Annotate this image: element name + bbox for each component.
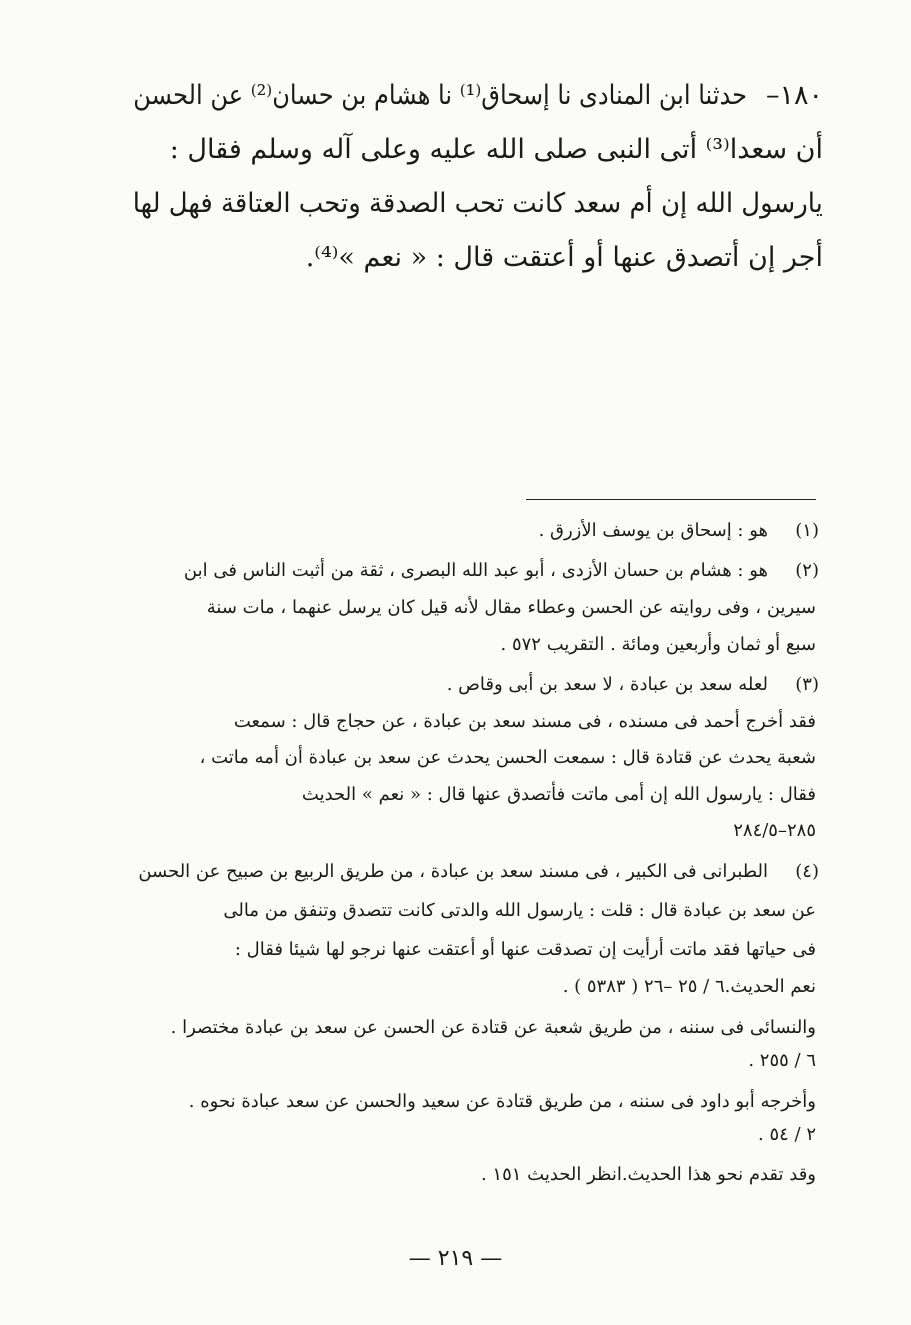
footnote-marker: (٤) (795, 861, 819, 882)
hadith-line: أجر إن أتصدق عنها أو أعتقت قال : « نعم »⁽⁴⁾. (305, 242, 823, 273)
footnote-line: ٦ / ٢٥٥ . (748, 1050, 816, 1071)
footnote-line: نعم الحديث.٦ / ٢٥ –٢٦ ( ٥٣٨٣ ) . (562, 976, 816, 997)
footnote-line: ٢٨٥–٢٨٤/٥ (733, 820, 816, 841)
footnote-line: الطبرانى فى الكبير ، فى مسند سعد بن عبادة ، من طريق الربيع بن صبيح عن الحسن (138, 861, 768, 882)
footnote-line: فقال : يارسول الله إن أمى ماتت فأتصدق عنها قال : « نعم » الحديث (301, 784, 816, 805)
page-number: — ٢١٩ — (408, 1246, 503, 1271)
footnote-line: سبع أو ثمان وأربعين ومائة . التقريب ٥٧٢ . (500, 634, 816, 655)
hadith-line: أن سعدا⁽³⁾ أتى النبى صلى الله عليه وعلى آله وسلم فقال : (169, 134, 823, 165)
hadith-number: ١٨٠– (765, 80, 823, 111)
footnote-line: وقد تقدم نحو هذا الحديث.انظر الحديث ١٥١ . (480, 1164, 816, 1185)
footnote-marker: (٢) (795, 560, 819, 581)
footnote-line: وأخرجه أبو داود فى سننه ، من طريق قتادة عن سعيد والحسن عن سعد عبادة نحوه . (188, 1091, 816, 1112)
footnote-line: شعبة يحدث عن قتادة قال : سمعت الحسن يحدث عن سعد بن عبادة أن أمه ماتت ، (199, 747, 816, 768)
footnote-line: هو : إسحاق بن يوسف الأزرق . (538, 520, 768, 541)
footnote-line: لعله سعد بن عبادة ، لا سعد بن أبى وقاص . (446, 674, 768, 695)
footnote-line: عن سعد بن عبادة قال : قلت : يارسول الله والدتى كانت تتصدق وتنفق من مالى (223, 900, 816, 921)
hadith-line: حدثنا ابن المنادى نا إسحاق⁽¹⁾ نا هشام بن حسان⁽²⁾ عن الحسن (133, 80, 747, 111)
footnote-separator (526, 499, 816, 500)
footnote-line: ٢ / ٥٤ . (758, 1124, 816, 1145)
footnote-line: فى حياتها فقد ماتت أرأيت إن تصدقت عنها أو أعتقت عنها نرجو لها شيئا فقال : (234, 939, 816, 960)
footnote-marker: (١) (795, 520, 819, 541)
footnote-line: هو : هشام بن حسان الأزدى ، أبو عبد الله البصرى ، ثقة من أثبت الناس فى ابن (183, 560, 768, 581)
footnote-line: فقد أخرج أحمد فى مسنده ، فى مسند سعد بن عبادة ، عن حجاج قال : سمعت (233, 711, 816, 732)
footnote-marker: (٣) (795, 674, 819, 695)
hadith-line: يارسول الله إن أم سعد كانت تحب الصدقة وتحب العتاقة فهل لها (132, 188, 823, 219)
footnote-line: سيرين ، وفى روايته عن الحسن وعطاء مقال لأنه قيل كان يرسل عنهما ، مات سنة (206, 597, 816, 618)
footnote-line: والنسائى فى سننه ، من طريق شعبة عن قتادة عن الحسن عن سعد بن عبادة مختصرا . (170, 1017, 816, 1038)
